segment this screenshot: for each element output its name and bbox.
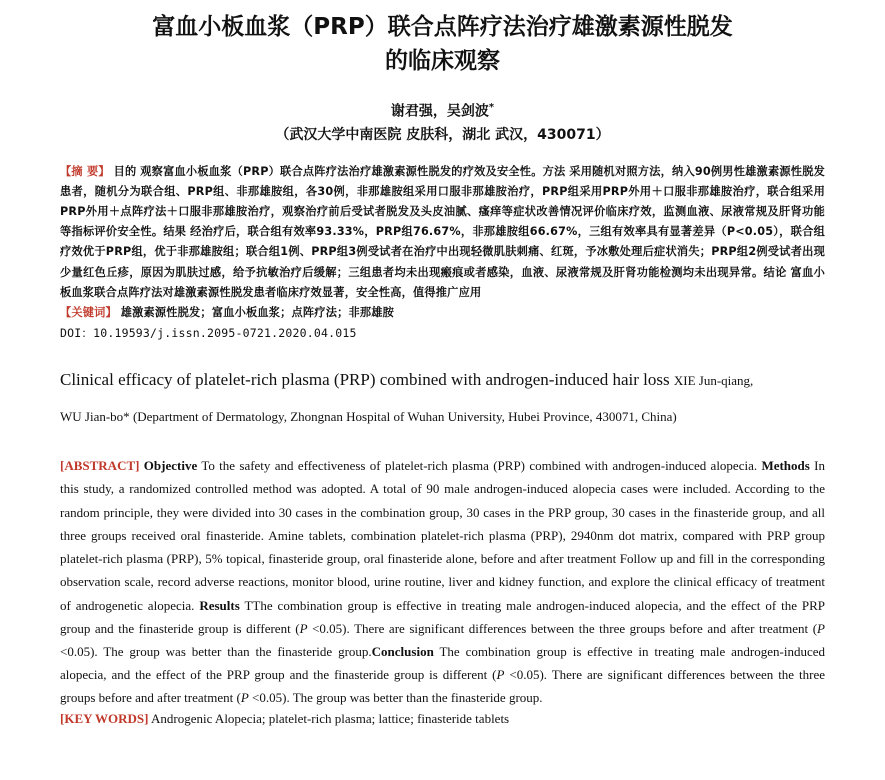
cn-objective-text: 观察富血小板血浆（PRP）联合点阵疗法治疗雄激素源性脱发的疗效及安全性。	[140, 164, 543, 178]
cn-abstract	[60, 162, 825, 344]
cn-results-label: 结果	[163, 225, 187, 239]
en-keywords-line	[60, 710, 825, 728]
cn-abstract-label: 【摘 要】	[60, 164, 110, 178]
title-line-2: 的临床观察	[385, 48, 500, 74]
en-results-text-a: TThe combination group is effective in treating male androgen-induced alopecia, and the effect of the PRP group and the finasteride group is different (	[60, 597, 826, 636]
en-results-text-c: <0.05). The group was better than the finasteride group.	[60, 643, 372, 659]
cn-methods-text: 采用随机对照方法，纳入90例男性雄激素源性脱发患者，随机分为联合组、PRP组、非那雄胺组，各30例，非那雄胺组采用口服非那雄胺治疗，PRP组采用PRP外用＋口服非那雄胺治疗，联合组采用PRP外用＋点阵疗法＋口服非那雄胺治疗，观察治疗前后受试者脱发及头皮油腻、瘙痒等症状改善情况评价临床疗效，监测血液、尿液常规及肝肾功能等指标评价安全性。	[60, 164, 826, 239]
paper-page	[0, 10, 885, 780]
en-keywords-label: [KEY WORDS]	[60, 710, 149, 726]
en-results-p1: P	[299, 620, 308, 636]
en-methods-text: In this study, a randomized controlled method was adopted. A total of 90 male androgen-induced alopecia cases were included. According to the random principle, they were divided into 30 cases in the combination group, 30 cases in the PRP group, 30 cases in the finasteride group, and all three groups received oral finasteride. Amine tablets, combination platelet-rich plasma (PRP), 2940nm dot matrix, compared with PRP group platelet-rich plasma (PRP), 5% topical, finasteride group, oral finasteride alone, before and after treatment Follow up and fill in the corresponding observation scale, record adverse reactions, monitor blood, urine routine, liver and kidney function, and explore the clinical efficacy of treatment of androgenetic alopecia.	[60, 458, 825, 613]
cn-conclusion-text: 富血小板血浆联合点阵疗法对雄激素源性脱发患者临床疗效显著，安全性高，值得推广应用	[60, 265, 825, 299]
cn-objective-label: 目的	[113, 164, 137, 178]
corresponding-mark: *	[488, 102, 495, 113]
en-objective-text: To the safety and effectiveness of platelet-rich plasma (PRP) combined with androgen-induced alopecia.	[201, 458, 758, 474]
en-conclusion-label: Conclusion	[371, 643, 434, 659]
en-methods-label: Methods	[761, 458, 810, 474]
cn-keywords: 雄激素源性脱发；富血小板血浆；点阵疗法；非那雄胺	[120, 306, 395, 320]
title-line-1: 富血小板血浆（PRP）联合点阵疗法治疗雄激素源性脱发	[152, 14, 733, 40]
en-conclusion-text-b: <0.05). There are significant differences between the three groups before and after treatment (	[60, 667, 825, 706]
en-conclusion-p3: P	[496, 667, 505, 683]
paper-title	[60, 10, 825, 78]
en-keywords: Androgenic Alopecia; platelet-rich plasma; lattice; finasteride tablets	[151, 710, 510, 726]
cn-conclusion-label: 结论	[763, 265, 787, 279]
affiliation: （武汉大学中南医院 皮肤科，湖北 武汉，430071）	[275, 126, 610, 143]
author-names: 谢君强，吴剑波	[390, 103, 489, 120]
en-conclusion-text-a: The combination group is effective in treating male androgen-induced alopecia, and the effect of the PRP group and the finasteride group is different (	[60, 643, 826, 683]
en-abstract-label: [ABSTRACT]	[60, 458, 140, 474]
cn-methods-label: 方法	[542, 164, 566, 178]
authors	[60, 98, 825, 122]
cn-keywords-label: 【关键词】	[60, 306, 117, 320]
en-affiliation-line	[60, 408, 825, 426]
en-abstract	[60, 454, 825, 709]
en-results-text-b: <0.05). There are significant differences between the three groups before and after treatment (	[307, 620, 818, 636]
en-results-p2: P	[817, 620, 825, 636]
en-title-line	[60, 369, 825, 392]
en-title: Clinical efficacy of platelet-rich plasma (PRP) combined with androgen-induced hair loss	[60, 370, 670, 390]
doi: DOI：10.19593/j.issn.2095-0721.2020.04.015	[60, 326, 357, 341]
en-author-2: WU Jian-bo*	[60, 409, 130, 425]
en-objective-label: Objective	[143, 458, 198, 474]
cn-results-text: 经治疗后，联合组有效率93.33%，PRP组76.67%，非那雄胺组66.67%，三组有效率具有显著差异（P<0.05），联合组疗效优于PRP组，优于非那雄胺组；联合组1例、PRP组3例受试者在治疗中出现轻微肌肤刺痛、红斑，予冰敷处理后症状消失；PRP组2例受试者出现少量红色丘疹，原因为肌肤过感，给予抗敏治疗后缓解；三组患者均未出现瘢痕或者感染，血液、尿液常规及肝肾功能检测均未出现异常。	[60, 225, 825, 279]
en-conclusion-text-c: <0.05). The group was better than the finasteride group.	[248, 690, 543, 706]
en-results-label: Results	[199, 597, 240, 613]
en-conclusion-p4: P	[240, 690, 249, 706]
en-affiliation: (Department of Dermatology, Zhongnan Hospital of Wuhan University, Hubei Province, 430071, China)	[132, 409, 677, 425]
en-author-1: XIE Jun-qiang,	[673, 373, 754, 389]
